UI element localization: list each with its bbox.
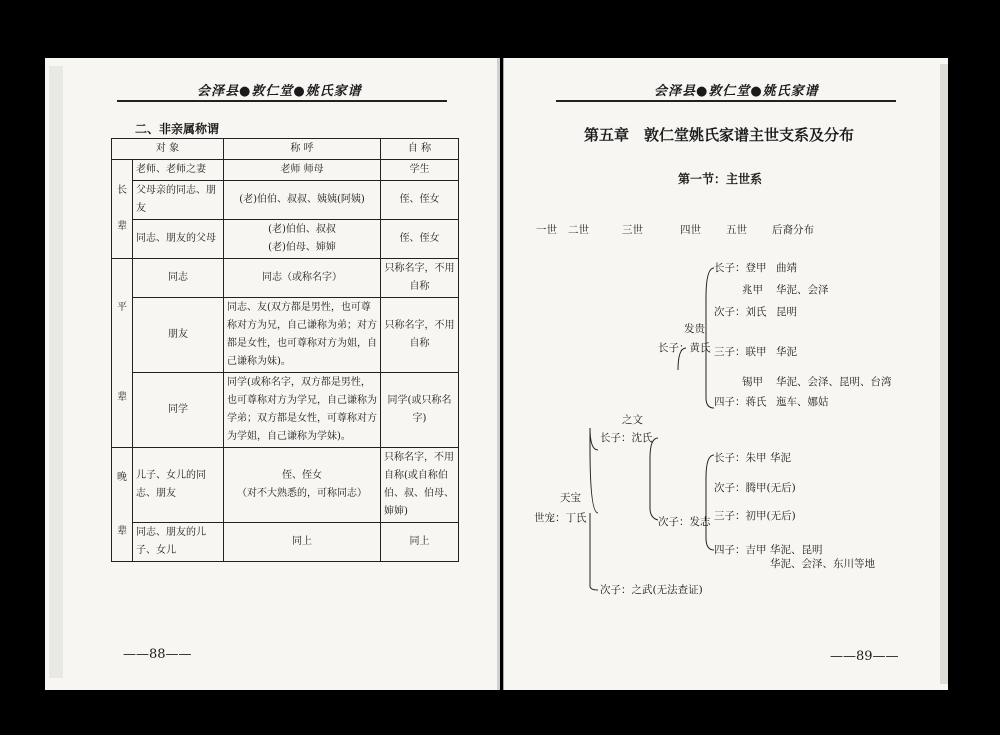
- tree-region: 曲靖: [776, 262, 797, 274]
- page-number: ——88——: [123, 647, 192, 662]
- tree-region: 华泥: [770, 452, 791, 464]
- chapter-title: 第五章 敦仁堂姚氏家谱主世支系及分布: [584, 126, 855, 144]
- tree-node: 次子：之武(无法查证): [600, 584, 703, 596]
- relation-table: [111, 138, 459, 562]
- tree-node: 长子：朱甲: [714, 452, 767, 464]
- tree-node: 锡甲: [742, 376, 763, 388]
- tree-node: 长子：沈氏: [600, 432, 653, 444]
- tree-region: 昆明: [776, 306, 797, 318]
- tree-region: 华泥、会泽: [776, 284, 829, 296]
- tree-node: 长子：登甲: [714, 262, 767, 274]
- section-title: 二、非亲属称谓: [135, 122, 220, 136]
- section-title: 第一节：主世系: [678, 172, 763, 186]
- tree-node: 之文: [622, 414, 643, 426]
- tree-node: 次子：刘氏: [714, 306, 767, 318]
- tree-node: 发贵: [684, 323, 705, 335]
- cell-object: 同志、朋友的父母: [133, 220, 224, 259]
- table-row: [112, 160, 459, 181]
- gen-label: 二世: [568, 224, 589, 236]
- tree-region: 华泥、会泽、东川等地: [770, 558, 875, 570]
- brace-root-lower: [590, 513, 598, 590]
- cell-call: 同学(或称名字，双方都是男性，也可尊称对方为学兄，自己谦称为学弟；双方都是女性，可尊称对方为学姐，自己谦称为学妹)。: [224, 373, 381, 448]
- cell-object: 儿子、女儿的同志、朋友: [133, 448, 224, 523]
- left-page: [45, 58, 500, 690]
- tree-region: 华泥: [776, 346, 797, 358]
- gen-label: 后裔分布: [772, 224, 814, 236]
- cell-object: 父母亲的同志、朋友: [133, 181, 224, 220]
- table-header-row: [112, 139, 459, 160]
- table-row: [112, 298, 459, 373]
- table-row: [112, 259, 459, 298]
- col-header-self: 自 称: [381, 139, 459, 160]
- cell-self: 只称名字，不用自称: [381, 259, 459, 298]
- brace-fazhi: [706, 455, 714, 550]
- cell-self: 侄、侄女: [381, 181, 459, 220]
- gen-label: 五世: [726, 224, 747, 236]
- page-stack-edge: [49, 66, 63, 678]
- cell-self: 只称名字，不用自称: [381, 298, 459, 373]
- cell-self: 侄、侄女: [381, 220, 459, 259]
- col-header-object: 对 象: [112, 139, 224, 160]
- cell-object: 同学: [133, 373, 224, 448]
- tree-node: 三子：联甲: [714, 346, 767, 358]
- brace-zhiwen: [650, 438, 658, 520]
- gen-label: 三世: [622, 224, 643, 236]
- tree-node: 次子：腾甲(无后): [714, 482, 796, 494]
- cell-call: 同上: [224, 523, 381, 562]
- tree-node: 四子：蒋氏: [714, 396, 767, 408]
- gen-label: 一世: [536, 224, 557, 236]
- tree-region: 迤车、娜姑: [776, 396, 829, 408]
- tree-node: 长子：黄氏: [658, 342, 711, 354]
- right-page: [503, 58, 948, 690]
- cell-call: 老师 师母: [224, 160, 381, 181]
- cell-call: 同志（或称名字）: [224, 259, 381, 298]
- col-header-call: 称 呼: [224, 139, 381, 160]
- tree-node: 天宝: [560, 492, 581, 504]
- table-row: [112, 448, 459, 523]
- group-label-junior: 晚 辈: [112, 448, 133, 562]
- cell-call: 同志、友(双方都是男性，也可尊称对方为兄，自己谦称为弟；对方都是女性，也可尊称对方为姐，自己谦称为妹)。: [224, 298, 381, 373]
- brace-fagui: [706, 268, 714, 408]
- cell-object: 同志: [133, 259, 224, 298]
- cell-self: 学生: [381, 160, 459, 181]
- cell-object: 朋友: [133, 298, 224, 373]
- cell-self: 同学(或只称名字): [381, 373, 459, 448]
- tree-region: 华泥、会泽、昆明、台湾: [776, 376, 892, 388]
- cell-self: 只称名字，不用自称(或自称伯伯、叔、伯母、婶婶): [381, 448, 459, 523]
- table-row: [112, 220, 459, 259]
- page-number: ——89——: [830, 649, 899, 664]
- running-header: 会泽县●敦仁堂●姚氏家谱: [197, 84, 362, 99]
- tree-node: 三子：初甲(无后): [714, 510, 796, 522]
- cell-object: 同志、朋友的儿子、女儿: [133, 523, 224, 562]
- cell-call: (老)伯伯、叔叔、姨姨(阿姨): [224, 181, 381, 220]
- table-row: [112, 373, 459, 448]
- tree-node: 次子：发志: [658, 516, 711, 528]
- group-label-peer: 平 辈: [112, 259, 133, 448]
- running-header: 会泽县●敦仁堂●姚氏家谱: [654, 84, 819, 99]
- tree-node: 四子：吉甲: [714, 544, 767, 556]
- tree-node: 兆甲: [742, 284, 763, 296]
- cell-object: 老师、老师之妻: [133, 160, 224, 181]
- brace-root: [590, 428, 598, 513]
- cell-call: (老)伯伯、叔叔 (老)伯母、婶婶: [224, 220, 381, 259]
- tree-region: 华泥、昆明: [770, 544, 823, 556]
- cell-self: 同上: [381, 523, 459, 562]
- group-label-elder: 长 辈: [112, 160, 133, 259]
- header-rule: [117, 100, 447, 102]
- cell-call: 侄、侄女 （对不大熟悉的，可称同志）: [224, 448, 381, 523]
- table-row: [112, 523, 459, 562]
- tree-node: 世宠：丁氏: [534, 512, 587, 524]
- gen-label: 四世: [680, 224, 701, 236]
- table-row: [112, 181, 459, 220]
